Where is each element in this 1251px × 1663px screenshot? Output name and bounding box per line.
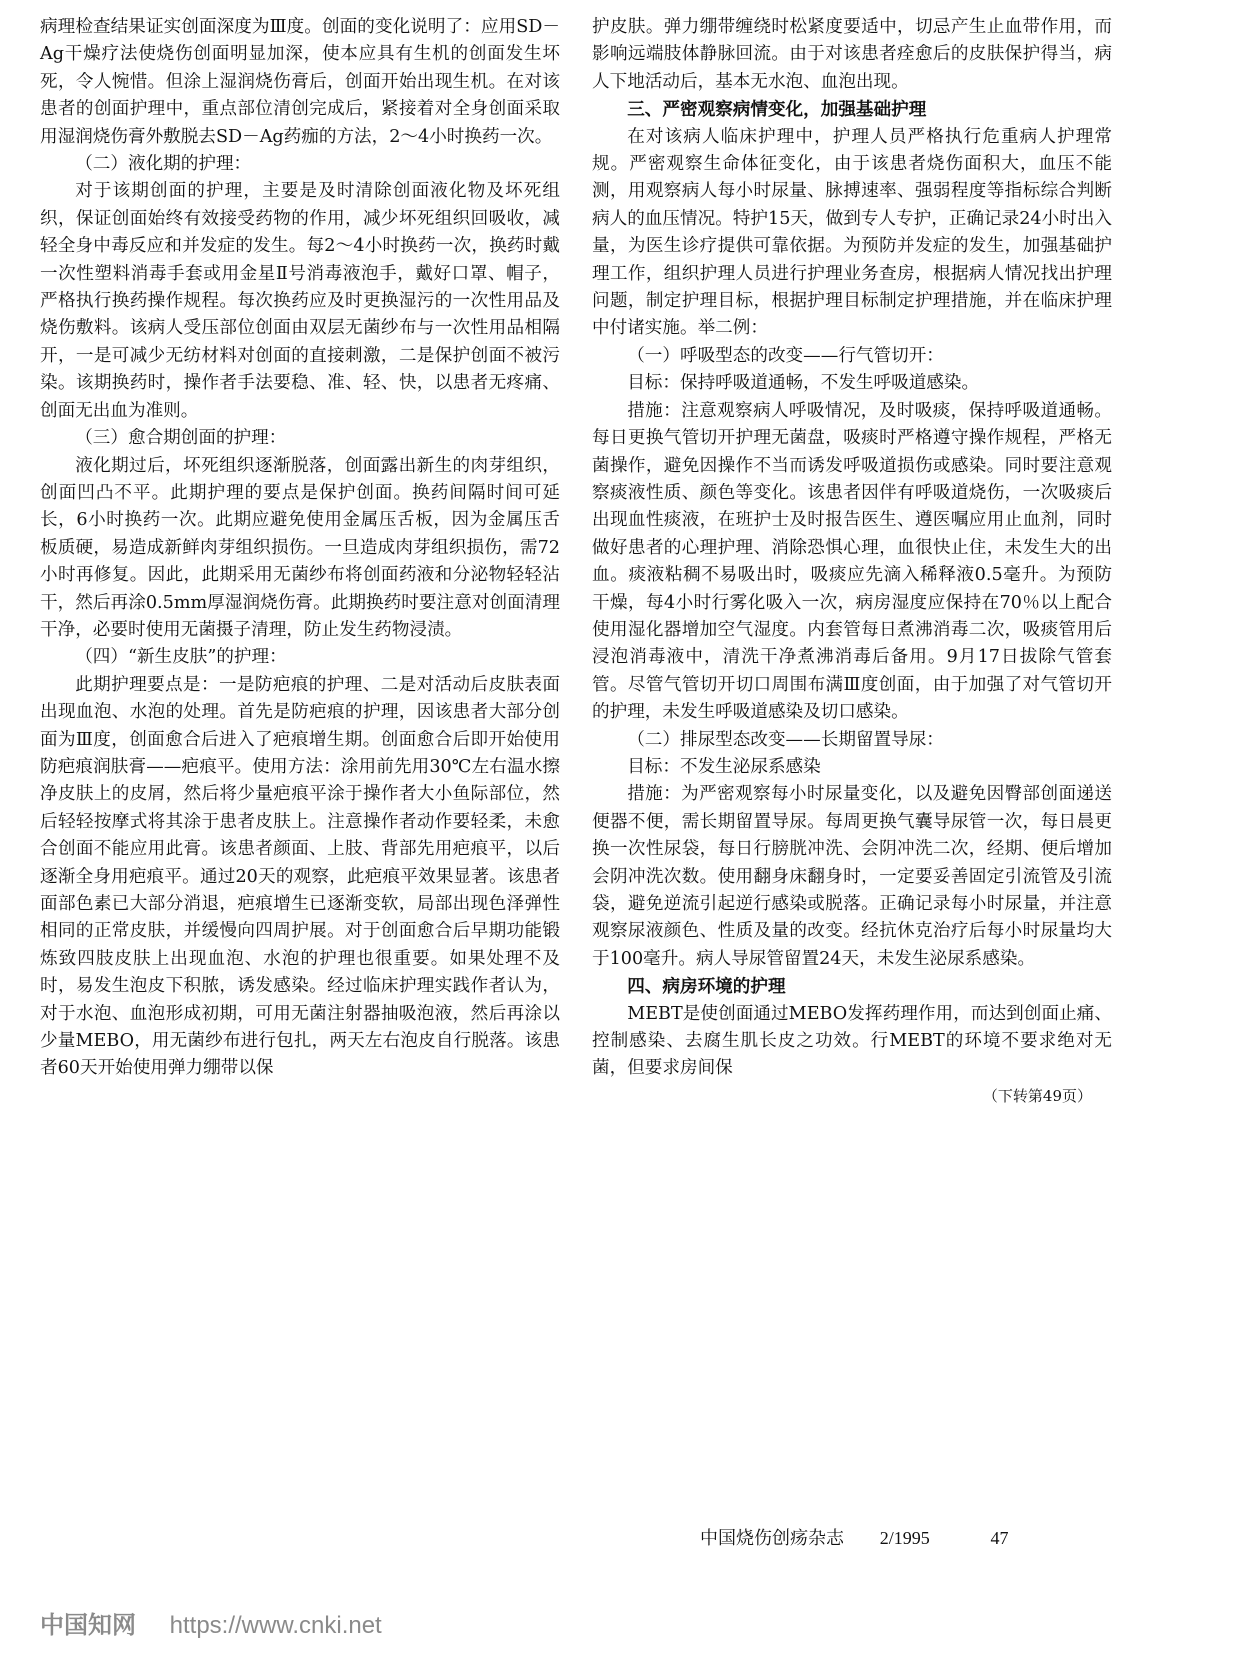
- subsection-heading: （一）呼吸型态的改变——行气管切开：: [627, 345, 944, 366]
- left-column: [40, 14, 560, 1083]
- paragraph: 在对该病人临床护理中，护理人员严格执行危重病人护理常规。严密观察生命体征变化，由于该患者烧伤面积大，血压不能测，用观察病人每小时尿量、脉搏速率、强弱程度等指标综合判断病人的血压情况。特护15天，做到专人专护，正确记录24小时出入量，为医生诊疗提供可靠依据。为预防并发症的发生，加强基础护理工作，组织护理人员进行护理业务查房，根据病人情况找出护理问题，制定护理目标，根据护理目标制定护理措施，并在临床护理中付诸实施。举二例：: [592, 126, 1112, 339]
- journal-name: 中国烧伤创疡杂志: [700, 1528, 844, 1549]
- paragraph: 病理检查结果证实创面深度为Ⅲ度。创面的变化说明了：应用SD－Ag干燥疗法使烧伤创面明显加深，使本应具有生机的创面发生坏死，令人惋惜。但涂上湿润烧伤膏后，创面开始出现生机。在对该患者的创面护理中，重点部位清创完成后，紧接着对全身创面采取用湿润烧伤膏外敷脱去SD－Ag药痂的方法，2～4小时换药一次。: [40, 17, 560, 147]
- subsection-heading: （二）排尿型态改变——长期留置导尿：: [627, 729, 944, 750]
- section-heading: （二）液化期的护理：: [75, 154, 252, 175]
- section-heading: 三、严密观察病情变化，加强基础护理: [627, 99, 927, 121]
- paragraph: MEBT是使创面通过MEBO发挥药理作用，而达到创面止痛、控制感染、去腐生肌长皮之功效。行MEBT的环境不要求绝对无菌，但要求房间保: [592, 1003, 1112, 1079]
- paragraph: 液化期过后，坏死组织逐渐脱落，创面露出新生的肉芽组织，创面凹凸不平。此期护理的要点是保护创面。换药间隔时间可延长，6小时换药一次。此期应避免使用金属压舌板，因为金属压舌板质硬，易造成新鲜肉芽组织损伤。一旦造成肉芽组织损伤，需72小时再修复。因此，此期采用无菌纱布将创面药液和分泌物轻轻沾干，然后再涂0.5mm厚湿润烧伤膏。此期换药时要注意对创面清理干净，必要时使用无菌摄子清理，防止发生药物浸渍。: [40, 455, 560, 640]
- cnki-logo: 中国知网: [40, 1611, 136, 1639]
- section-heading: （三）愈合期创面的护理：: [75, 428, 287, 449]
- paragraph: 措施：注意观察病人呼吸情况，及时吸痰，保持呼吸道通畅。每日更换气管切开护理无菌盘，吸痰时严格遵守操作规程，严格无菌操作，避免因操作不当而诱发呼吸道损伤或感染。同时要注意观察痰液性质、颜色等变化。该患者因伴有呼吸道烧伤，一次吸痰后出现血性痰液，在班护士及时报告医生、遵医嘱应用止血剂，同时做好患者的心理护理、消除恐惧心理，血很快止住，未发生大的出血。痰液粘稠不易吸出时，吸痰应先滴入稀释液0.5毫升。为预防干燥，每4小时行雾化吸入一次，病房湿度应保持在70％以上配合使用湿化器增加空气湿度。内套管每日煮沸消毒二次，吸痰管用后浸泡消毒液中，清洗干净煮沸消毒后备用。9月17日拔除气管套管。尽管气管切开切口周围布满Ⅲ度创面，由于加强了对气管切开的护理，未发生呼吸道感染及切口感染。: [592, 400, 1112, 723]
- section-heading: （四）“新生皮肤”的护理：: [75, 647, 287, 668]
- paragraph: 此期护理要点是：一是防疤痕的护理、二是对活动后皮肤表面出现血泡、水泡的处理。首先是防疤痕的护理，因该患者大部分创面为Ⅲ度，创面愈合后进入了疤痕增生期。创面愈合后即开始使用防疤痕润肤膏——疤痕平。使用方法：涂用前先用30℃左右温水擦净皮肤上的皮屑，然后将少量疤痕平涂于操作者大小鱼际部位，然后轻轻按摩式将其涂于患者皮肤上。注意操作者动作要轻柔，未愈合创面不能应用此膏。该患者颜面、上肢、背部先用疤痕平，以后逐渐全身用疤痕平。通过20天的观察，此疤痕平效果显著。该患者面部色素已大部分消退，疤痕增生已逐渐变软，局部出现色泽弹性相同的正常皮肤，并缓慢向四周护展。对于创面愈合后早期功能锻炼致四肢皮肤上出现血泡、水泡的护理也很重要。如果处理不及时，易发生泡皮下积脓，诱发感染。经过临床护理实践作者认为，对于水泡、血泡形成初期，可用无菌注射器抽吸泡液，然后再涂以少量MEBO，用无菌纱布进行包扎，两天左右泡皮自行脱落。该患者60天开始使用弹力绷带以保: [40, 674, 560, 1079]
- goal-text: 目标：不发生泌尿系感染: [627, 756, 821, 777]
- page-number: 47: [990, 1528, 1009, 1548]
- cnki-watermark: [40, 1605, 382, 1640]
- paragraph: 对于该期创面的护理，主要是及时清除创面液化物及坏死组织，保证创面始终有效接受药物的作用，减少坏死组织回吸收，减轻全身中毒反应和并发症的发生。每2～4小时换药一次，换药时戴一次性塑料消毒手套或用金星Ⅱ号消毒液泡手，戴好口罩、帽子，严格执行换药操作规程。每次换药应及时更换湿污的一次性用品及烧伤敷料。该病人受压部位创面由双层无菌纱布与一次性用品相隔开，一是可减少无纺材料对创面的直接刺激，二是保护创面不被污染。该期换药时，操作者手法要稳、准、轻、快，以患者无疼痛、创面无出血为准则。: [40, 181, 560, 421]
- page-footer: [700, 1524, 1008, 1550]
- goal-text: 目标：保持呼吸道通畅，不发生呼吸道感染。: [627, 373, 980, 394]
- right-column: [592, 14, 1112, 1109]
- issue-number: 2/1995: [879, 1528, 930, 1548]
- cnki-url: https://www.cnki.net: [169, 1612, 382, 1639]
- section-heading: 四、病房环境的护理: [627, 976, 786, 998]
- paragraph: 措施：为严密观察每小时尿量变化，以及避免因臀部创面递送便器不便，需长期留置导尿。每周更换气囊导尿管一次，每日晨更换一次性尿袋，每日行膀胱冲洗、会阴冲洗二次，经期、便后增加会阴冲洗次数。使用翻身床翻身时，一定要妥善固定引流管及引流袋，避免逆流引起逆行感染或脱落。正确记录每小时尿量，并注意观察尿液颜色、性质及量的改变。经抗休克治疗后每小时尿量均大于100毫升。病人导尿管留置24天，未发生泌尿系感染。: [592, 784, 1112, 969]
- continued-note: （下转第49页）: [982, 1086, 1092, 1105]
- paragraph: 护皮肤。弹力绷带缠绕时松紧度要适中，切忌产生止血带作用，而影响远端肢体静脉回流。由于对该患者痊愈后的皮肤保护得当，病人下地活动后，基本无水泡、血泡出现。: [592, 17, 1112, 92]
